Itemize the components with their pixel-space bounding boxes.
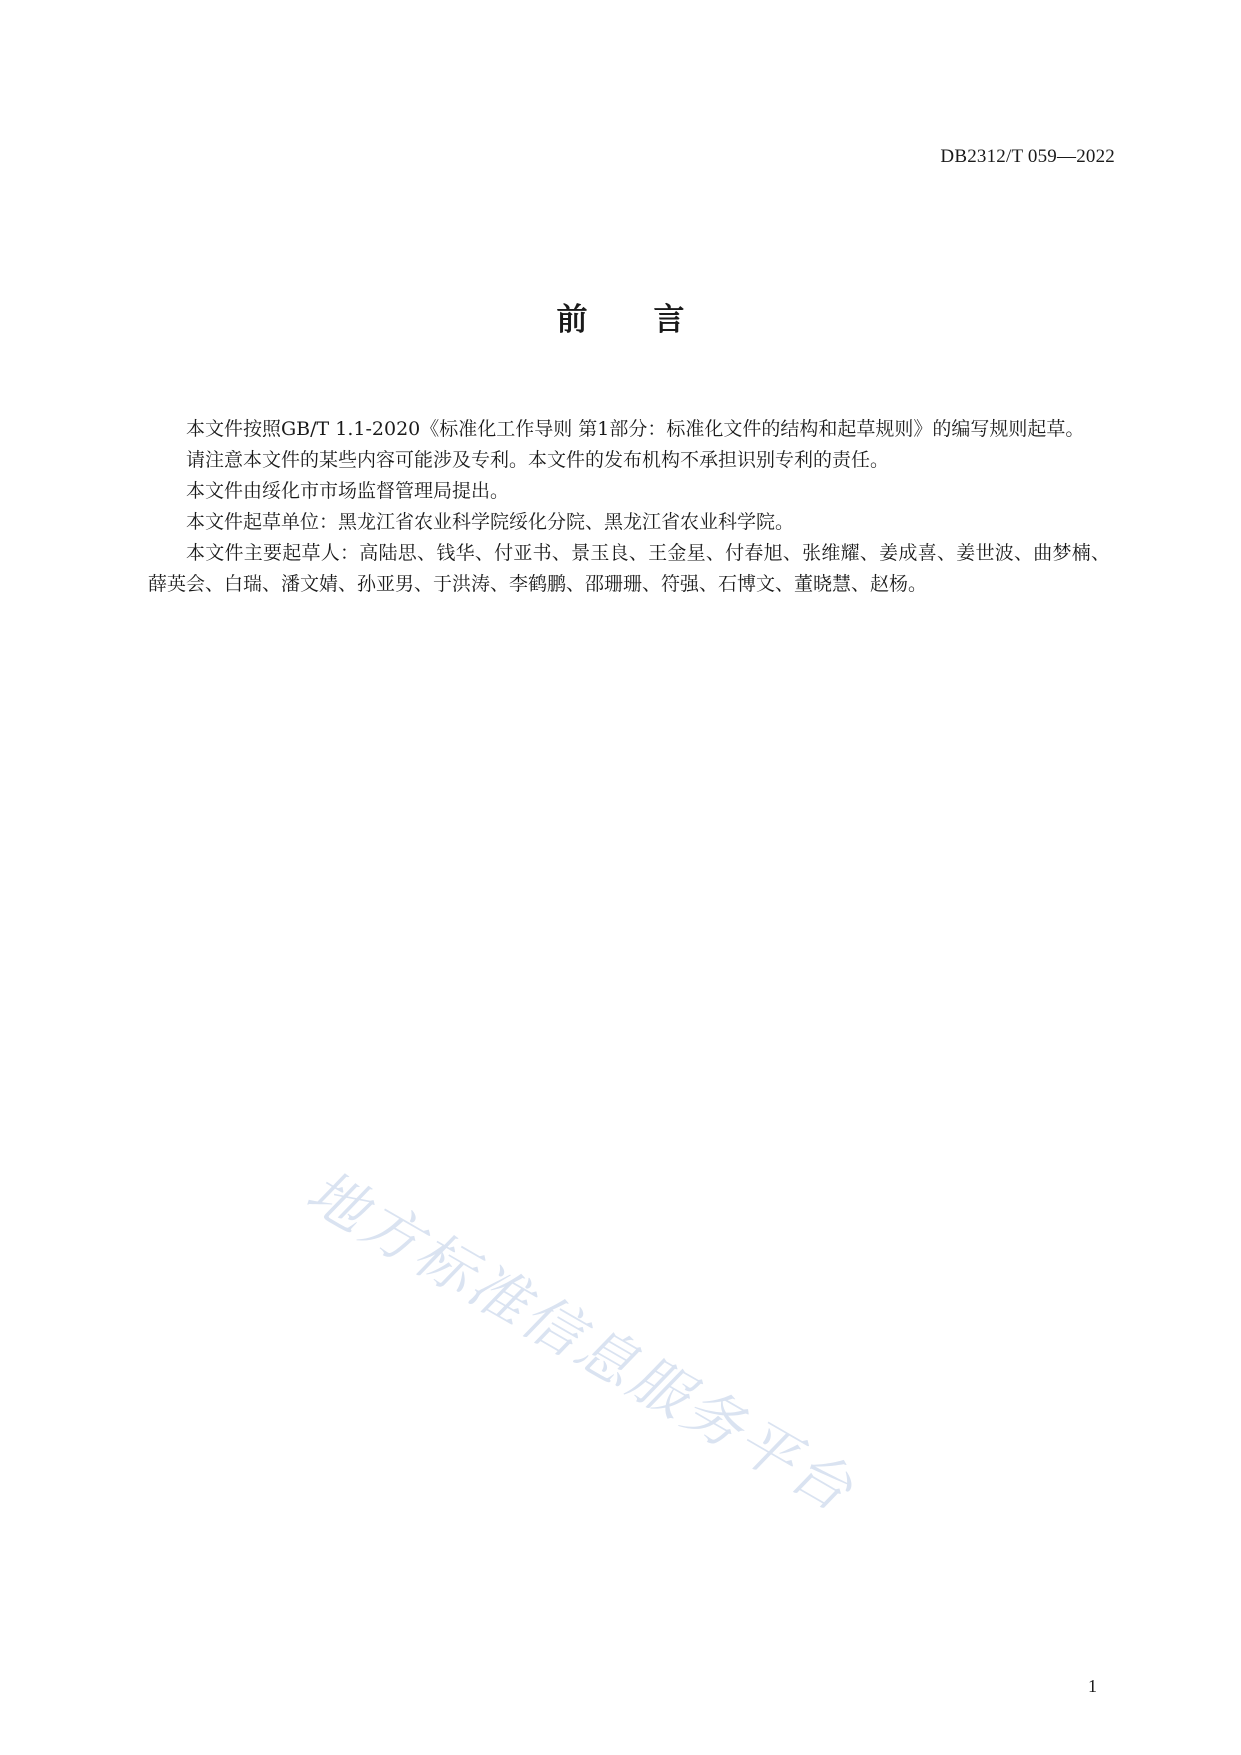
page-title — [0, 300, 1241, 340]
page-number: 1 — [1088, 1676, 1097, 1696]
paragraph-drafting-rules: 本文件按照GB/T 1.1-2020《标准化工作导则 第1部分：标准化文件的结构和起草规则》的编写规则起草。 — [186, 418, 1085, 440]
title-char-1: 前 — [556, 302, 588, 338]
watermark: 地方标准信息服务平台 — [295, 1156, 867, 1526]
paragraph-proposer: 本文件由绥化市市场监督管理局提出。 — [186, 480, 510, 502]
title-char-2: 言 — [653, 302, 685, 338]
paragraph-drafting-units: 本文件起草单位：黑龙江省农业科学院绥化分院、黑龙江省农业科学院。 — [186, 511, 795, 533]
paragraph-drafters: 本文件主要起草人：高陆思、钱华、付亚书、景玉良、王金星、付春旭、张维耀、姜成喜、姜世波、曲梦楠、薛英会、白瑞、潘文婧、孙亚男、于洪涛、李鹤鹏、邵珊珊、符强、石博文、董晓慧、赵杨。 — [148, 542, 1110, 595]
foreword-body — [148, 414, 1110, 600]
document-code: DB2312/T 059—2022 — [940, 146, 1115, 167]
paragraph-patent-notice: 请注意本文件的某些内容可能涉及专利。本文件的发布机构不承担识别专利的责任。 — [186, 449, 890, 471]
